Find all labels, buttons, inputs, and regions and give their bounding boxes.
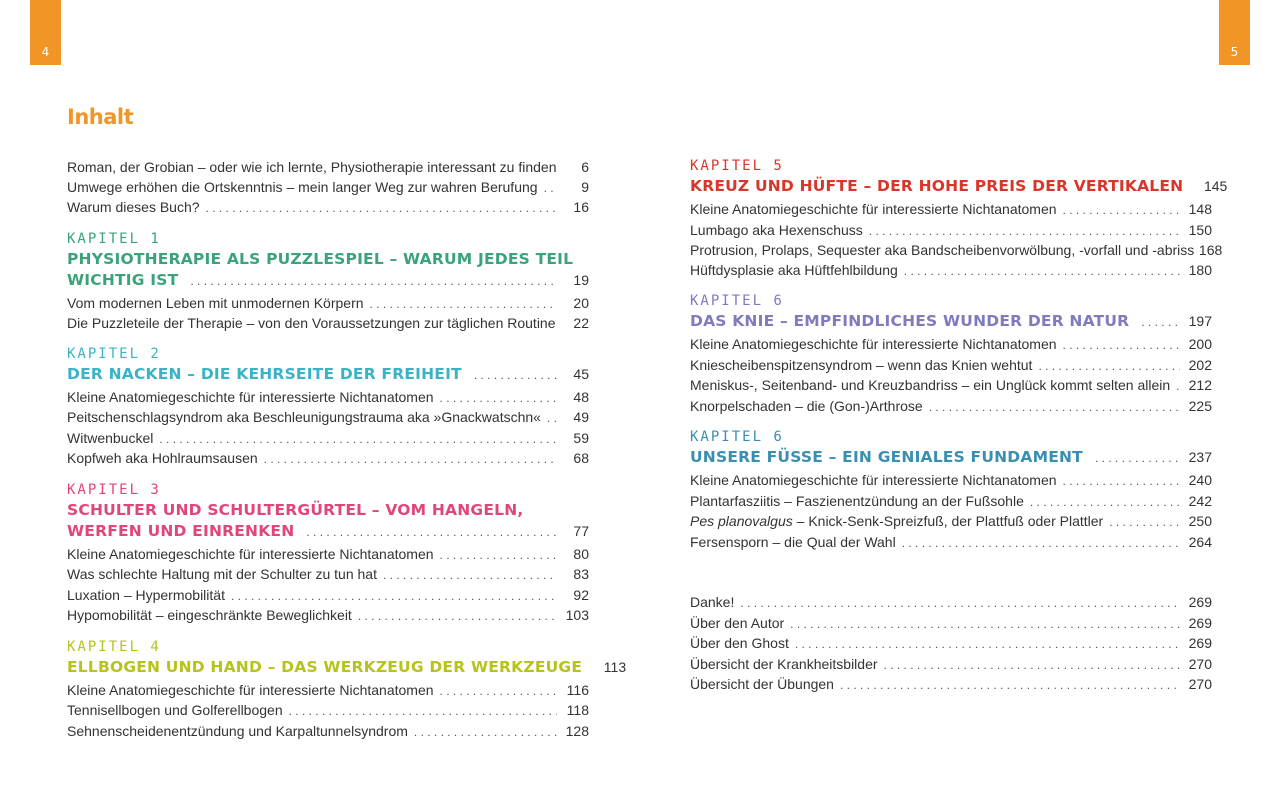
toc-entry[interactable]	[690, 221, 1212, 242]
toc-entry[interactable]	[690, 376, 1212, 397]
dot-leader	[790, 615, 1180, 635]
page-number-tab-left	[30, 0, 61, 65]
toc-entry[interactable]	[690, 335, 1212, 356]
dot-leader	[1030, 493, 1180, 513]
entry-title: Umwege erhöhen die Ortskenntnis – mein langer Weg zur wahren Berufung	[67, 178, 538, 195]
dot-leader	[1176, 377, 1180, 397]
entry-page: 22	[573, 315, 589, 331]
dot-leader	[440, 682, 557, 702]
dot-leader	[902, 534, 1180, 554]
dot-leader	[1141, 315, 1180, 329]
toc-entry[interactable]	[690, 512, 1212, 533]
entry-page: 48	[573, 388, 589, 405]
entry-page: 20	[573, 294, 589, 311]
dot-leader	[440, 546, 557, 566]
dot-leader	[474, 368, 557, 382]
entry-page: 180	[1188, 261, 1212, 278]
chapter-title-row[interactable]	[67, 657, 627, 678]
dot-leader	[159, 430, 557, 450]
chapter-page: 145	[1203, 178, 1228, 194]
toc-entry[interactable]	[67, 158, 589, 178]
entry-title: Was schlechte Haltung mit der Schulter zu tun hat	[67, 566, 377, 582]
entry-title-italic: Pes planovalgus	[690, 513, 793, 529]
toc-title: Inhalt	[67, 105, 134, 129]
chapter-title-row[interactable]	[690, 311, 1212, 332]
dot-leader	[358, 607, 557, 627]
entry-page: 269	[1188, 594, 1212, 610]
toc-entry[interactable]	[67, 294, 589, 315]
toc-entry[interactable]	[67, 198, 589, 219]
dot-leader	[1038, 357, 1180, 377]
entry-title: Warum dieses Buch?	[67, 199, 200, 215]
toc-entry[interactable]	[690, 593, 1212, 614]
entry-title: Sehnenscheidenentzündung und Karpaltunnelsyndrom	[67, 722, 408, 739]
dot-leader	[1063, 201, 1180, 221]
toc-entry[interactable]	[67, 722, 589, 743]
page-number-tab-right	[1219, 0, 1250, 65]
chapter-page: 19	[573, 271, 589, 288]
entry-page: 168	[1198, 242, 1223, 258]
chapter-2	[67, 345, 589, 470]
toc-entry[interactable]	[67, 586, 589, 607]
chapter-3	[67, 481, 589, 627]
entry-title: Lumbago aka Hexenschuss	[690, 221, 863, 238]
chapter-label: KAPITEL 6	[690, 429, 784, 445]
entry-page: 116	[566, 681, 589, 698]
chapter-1	[67, 230, 589, 334]
entry-page: 6	[581, 159, 589, 175]
chapter-title-row[interactable]	[690, 447, 1212, 468]
entry-page: 269	[1188, 635, 1212, 651]
toc-entry[interactable]	[67, 545, 589, 566]
chapter-5	[690, 157, 1228, 281]
chapter-title-line1[interactable]: PHYSIOTHERAPIE ALS PUZZLESPIEL – WARUM JEDES TEIL	[67, 249, 574, 268]
toc-entry[interactable]	[67, 449, 589, 470]
entry-title: Luxation – Hypermobilität	[67, 586, 225, 603]
chapter-title: DAS KNIE – EMPFINDLICHES WUNDER DER NATUR	[690, 312, 1130, 330]
entry-title: Kleine Anatomiegeschichte für interessierte Nichtanatomen	[690, 336, 1057, 352]
entry-page: 9	[581, 178, 589, 195]
dot-leader	[190, 274, 557, 288]
entry-page: 148	[1188, 201, 1212, 217]
dot-leader	[869, 222, 1180, 242]
dot-leader	[929, 398, 1180, 418]
chapter-6-feet	[690, 428, 1212, 553]
dot-leader	[206, 199, 557, 219]
entry-page: 264	[1188, 533, 1212, 550]
entry-page: 68	[573, 450, 589, 466]
toc-entry[interactable]	[690, 356, 1212, 377]
dot-leader	[231, 587, 557, 607]
dot-leader	[414, 723, 557, 743]
dot-leader	[1109, 513, 1180, 533]
entry-title-rest: – Knick-Senk-Spreizfuß, der Plattfuß oder Plattler	[792, 513, 1104, 529]
entry-page: 240	[1188, 472, 1212, 488]
entry-page: 200	[1188, 336, 1212, 352]
entry-title: Kniescheibenspitzensyndrom – wenn das Knien wehtut	[690, 356, 1033, 373]
entry-title: Hüftdysplasie aka Hüftfehlbildung	[690, 261, 898, 278]
toc-entry[interactable]	[690, 261, 1212, 282]
toc-entry[interactable]	[690, 492, 1212, 513]
chapter-label: KAPITEL 3	[67, 481, 161, 498]
toc-entry[interactable]	[67, 429, 589, 450]
entry-page: 270	[1188, 676, 1212, 692]
chapter-page: 237	[1188, 449, 1212, 465]
entry-title	[690, 512, 1103, 532]
chapter-label: KAPITEL 4	[67, 638, 161, 655]
dot-leader	[440, 389, 557, 409]
entry-page: 225	[1188, 397, 1212, 414]
dot-leader	[544, 179, 557, 199]
entry-title: Knorpelschaden – die (Gon-)Arthrose	[690, 397, 923, 414]
chapter-4	[67, 638, 627, 743]
entry-page: 242	[1188, 492, 1212, 509]
chapter-title-line1[interactable]: SCHULTER UND SCHULTERGÜRTEL – VOM HANGELN,	[67, 500, 524, 519]
entry-page: 80	[573, 545, 589, 562]
entry-title: Die Puzzleteile der Therapie – von den Voraussetzungen zur täglichen Routine	[67, 315, 556, 331]
entry-page: 83	[573, 566, 589, 582]
chapter-title-line2: WERFEN UND EINRENKEN	[67, 521, 295, 540]
chapter-title: KREUZ UND HÜFTE – DER HOHE PREIS DER VERTIKALEN	[690, 177, 1184, 195]
chapter-title-line2: WICHTIG IST	[67, 270, 179, 289]
entry-title: Kleine Anatomiegeschichte für interessierte Nichtanatomen	[690, 201, 1057, 217]
toc-entry[interactable]	[67, 606, 589, 627]
toc-entry[interactable]	[67, 388, 589, 409]
entry-title: Fersensporn – die Qual der Wahl	[690, 533, 896, 550]
entry-title: Übersicht der Übungen	[690, 676, 834, 692]
entry-title: Plantarfasziitis – Faszienentzündung an der Fußsohle	[690, 492, 1024, 509]
intro-entries	[67, 158, 589, 219]
dot-leader	[289, 702, 557, 722]
dot-leader	[795, 635, 1180, 655]
chapter-title: ELLBOGEN UND HAND – DAS WERKZEUG DER WERKZEUGE	[67, 657, 583, 676]
dot-leader	[370, 295, 557, 315]
entry-title: Danke!	[690, 594, 735, 610]
toc-entry[interactable]	[67, 314, 589, 334]
chapter-title-row[interactable]	[67, 521, 589, 542]
entry-title: Über den Autor	[690, 614, 785, 631]
toc-entry[interactable]	[690, 675, 1212, 696]
dot-leader	[884, 656, 1180, 676]
chapter-title: DER NACKEN – DIE KEHRSEITE DER FREIHEIT	[67, 364, 462, 383]
toc-entry[interactable]	[690, 614, 1212, 635]
dot-leader	[547, 409, 557, 429]
entry-title: Tennisellbogen und Golferellbogen	[67, 702, 283, 718]
entry-page: 270	[1188, 655, 1212, 672]
backmatter-entries	[690, 593, 1212, 696]
chapter-page: 197	[1188, 313, 1212, 329]
entry-page: 49	[573, 409, 589, 425]
toc-entry[interactable]	[67, 178, 589, 199]
chapter-title-row[interactable]	[67, 270, 589, 291]
chapter-page: 113	[603, 658, 627, 675]
entry-page: 150	[1188, 221, 1212, 238]
dot-leader	[306, 525, 557, 539]
entry-title: Meniskus-, Seitenband- und Kreuzbandriss – ein Unglück kommt selten allein	[690, 377, 1171, 393]
page-number-right: 5	[1230, 45, 1239, 59]
entry-page: 118	[566, 702, 589, 718]
dot-leader	[264, 450, 557, 470]
entry-title: Kleine Anatomiegeschichte für interessierte Nichtanatomen	[690, 472, 1057, 488]
entry-title: Protrusion, Prolaps, Sequester aka Bandscheibenvorwölbung, -vorfall und -abriss	[690, 242, 1195, 258]
dot-leader	[740, 594, 1180, 614]
entry-page: 103	[565, 607, 589, 623]
dot-leader	[1063, 336, 1180, 356]
dot-leader	[840, 676, 1180, 696]
chapter-label: KAPITEL 1	[67, 230, 161, 247]
entry-title: Witwenbuckel	[67, 429, 154, 446]
entry-page: 16	[573, 199, 589, 215]
dot-leader	[904, 262, 1180, 282]
toc-right-column	[690, 157, 1228, 696]
chapter-6-knee	[690, 292, 1212, 417]
entry-title: Kleine Anatomiegeschichte für interessierte Nichtanatomen	[67, 388, 434, 405]
toc-entry[interactable]	[67, 565, 589, 586]
toc-entry[interactable]	[690, 241, 1223, 261]
entry-title: Über den Ghost	[690, 635, 789, 651]
toc-entry[interactable]	[690, 200, 1212, 221]
entry-page: 250	[1188, 513, 1212, 529]
entry-page: 212	[1188, 377, 1212, 393]
chapter-label: KAPITEL 2	[67, 345, 161, 362]
entry-title: Roman, der Grobian – oder wie ich lernte, Physiotherapie interessant zu finden	[67, 159, 557, 175]
entry-title: Kopfweh aka Hohlraumsausen	[67, 450, 258, 466]
toc-entry[interactable]	[67, 701, 589, 722]
chapter-title: UNSERE FÜSSE – EIN GENIALES FUNDAMENT	[690, 448, 1083, 466]
toc-entry[interactable]	[690, 634, 1212, 655]
entry-page: 202	[1188, 356, 1212, 373]
toc-entry[interactable]	[67, 681, 589, 702]
entry-title: Peitschenschlagsyndrom aka Beschleunigungstrauma aka »Gnackwatschn«	[67, 409, 541, 425]
dot-leader	[383, 566, 557, 586]
entry-page: 269	[1188, 614, 1212, 631]
entry-title: Kleine Anatomiegeschichte für interessierte Nichtanatomen	[67, 681, 434, 698]
entry-page: 128	[565, 722, 589, 739]
toc-entry[interactable]	[690, 397, 1212, 418]
entry-title: Hypomobilität – eingeschränkte Beweglichkeit	[67, 607, 352, 623]
page-number-left: 4	[41, 45, 50, 59]
toc-entry[interactable]	[67, 408, 589, 429]
entry-page: 92	[573, 586, 589, 603]
entry-title: Vom modernen Leben mit unmodernen Körpern	[67, 294, 364, 311]
toc-left-column	[67, 158, 627, 742]
dot-leader	[1063, 472, 1180, 492]
chapter-title-row[interactable]	[690, 176, 1228, 197]
chapter-label: KAPITEL 5	[690, 158, 784, 174]
chapter-label: KAPITEL 6	[690, 293, 784, 309]
toc-entry[interactable]	[690, 533, 1212, 554]
dot-leader	[1095, 451, 1180, 465]
entry-title: Übersicht der Krankheitsbilder	[690, 655, 878, 672]
entry-title: Kleine Anatomiegeschichte für interessierte Nichtanatomen	[67, 545, 434, 562]
chapter-title-row[interactable]	[67, 364, 589, 385]
entry-page: 59	[573, 429, 589, 446]
chapter-page: 45	[573, 365, 589, 382]
chapter-page: 77	[573, 522, 589, 539]
toc-entry[interactable]	[690, 471, 1212, 492]
toc-entry[interactable]	[690, 655, 1212, 676]
